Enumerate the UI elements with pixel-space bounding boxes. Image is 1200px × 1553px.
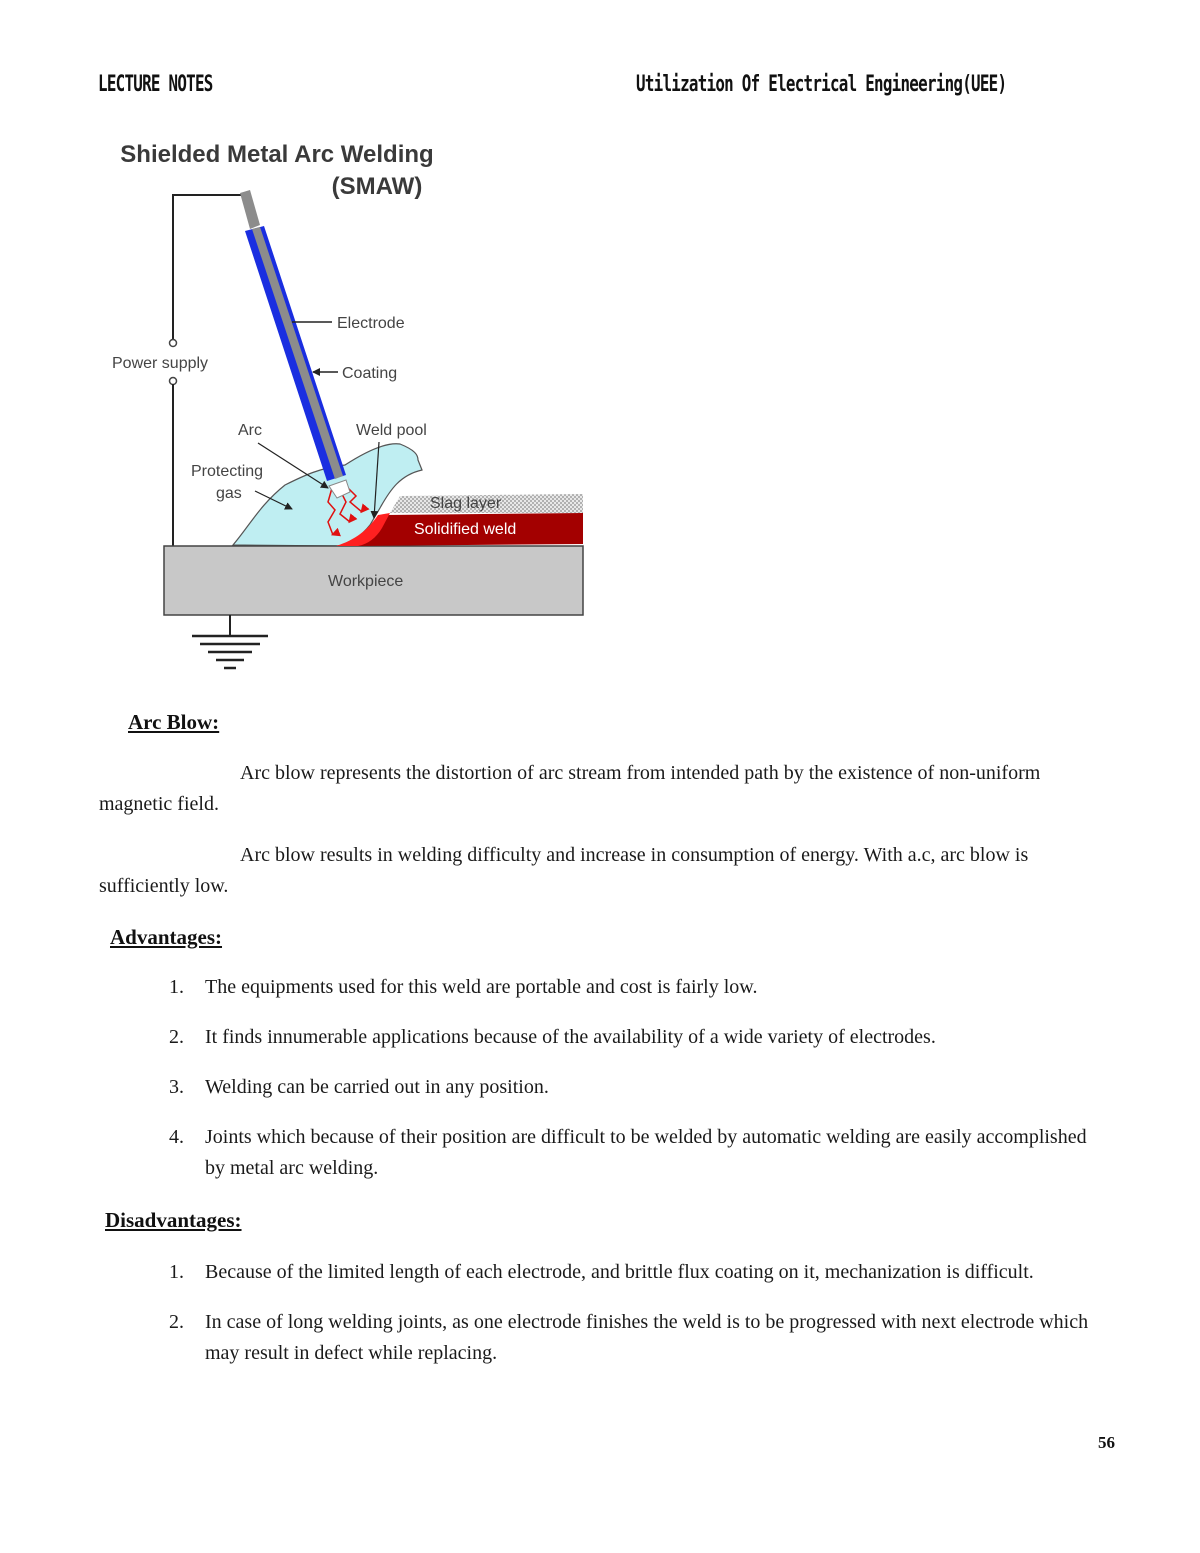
list-item-number: 2. <box>169 1026 184 1048</box>
label-electrode: Electrode <box>337 315 405 332</box>
list-item-number: 1. <box>169 1261 184 1283</box>
label-solidified-weld: Solidified weld <box>414 521 517 538</box>
list-item-text: Welding can be carried out in any position. <box>205 1076 549 1098</box>
label-power-supply: Power supply <box>112 355 209 372</box>
diagram-title-line1: Shielded Metal Arc Welding <box>120 141 434 168</box>
list-item <box>99 972 1109 1003</box>
arc-blow-heading: Arc Blow: <box>128 710 220 734</box>
list-item-text: Because of the limited length of each electrode, and brittle flux coating on it, mechanization is difficult. <box>205 1261 1034 1283</box>
arc-blow-paragraph-1: Arc blow represents the distortion of arc stream from intended path by the existence of non-uniform magnetic field. <box>99 762 1041 815</box>
power-wire-top <box>173 195 250 340</box>
label-weld-pool: Weld pool <box>356 422 427 439</box>
label-arc: Arc <box>238 422 262 439</box>
list-item-text: In case of long welding joints, as one electrode finishes the weld is to be progressed with next electrode which may result in defect while replacing. <box>205 1311 1089 1364</box>
label-protecting-gas-line1: Protecting <box>191 463 264 480</box>
disadvantages-list <box>99 1257 1109 1388</box>
terminal-bottom <box>170 378 177 385</box>
list-item <box>99 1022 1109 1053</box>
label-protecting-gas-line2: gas <box>216 485 242 502</box>
ground-icon <box>192 615 268 668</box>
list-item-number: 3. <box>169 1076 184 1098</box>
advantages-list <box>99 972 1109 1203</box>
list-item <box>99 1122 1109 1184</box>
header-left-title: LECTURE NOTES <box>98 72 213 97</box>
label-slag-layer: Slag layer <box>430 495 502 512</box>
label-workpiece: Workpiece <box>328 573 404 590</box>
page-number: 56 <box>1098 1433 1115 1452</box>
list-item-text: Joints which because of their position are difficult to be welded by automatic welding are easily accomplished by metal arc welding. <box>205 1126 1087 1179</box>
arc-blow-paragraph-2: Arc blow results in welding difficulty and increase in consumption of energy. With a.c, arc blow is sufficiently low. <box>99 844 1029 897</box>
electrode-core <box>252 227 343 479</box>
list-item-text: It finds innumerable applications because of the availability of a wide variety of electrodes. <box>205 1026 936 1048</box>
list-item <box>99 1257 1109 1288</box>
advantages-heading: Advantages: <box>110 925 223 949</box>
label-coating: Coating <box>342 365 398 382</box>
disadvantages-heading: Disadvantages: <box>105 1208 242 1232</box>
electrode-tip-top <box>240 190 260 229</box>
diagram-title-line2: (SMAW) <box>331 173 423 200</box>
list-item-number: 4. <box>169 1126 184 1148</box>
list-item-number: 1. <box>169 976 184 998</box>
list-item <box>99 1307 1109 1369</box>
list-item-number: 2. <box>169 1311 184 1333</box>
header-right-title: Utilization Of Electrical Engineering(UEE) <box>636 72 1007 97</box>
list-item <box>99 1072 1109 1103</box>
list-item-text: The equipments used for this weld are portable and cost is fairly low. <box>205 976 758 998</box>
terminal-top <box>170 340 177 347</box>
smaw-diagram <box>100 130 600 690</box>
